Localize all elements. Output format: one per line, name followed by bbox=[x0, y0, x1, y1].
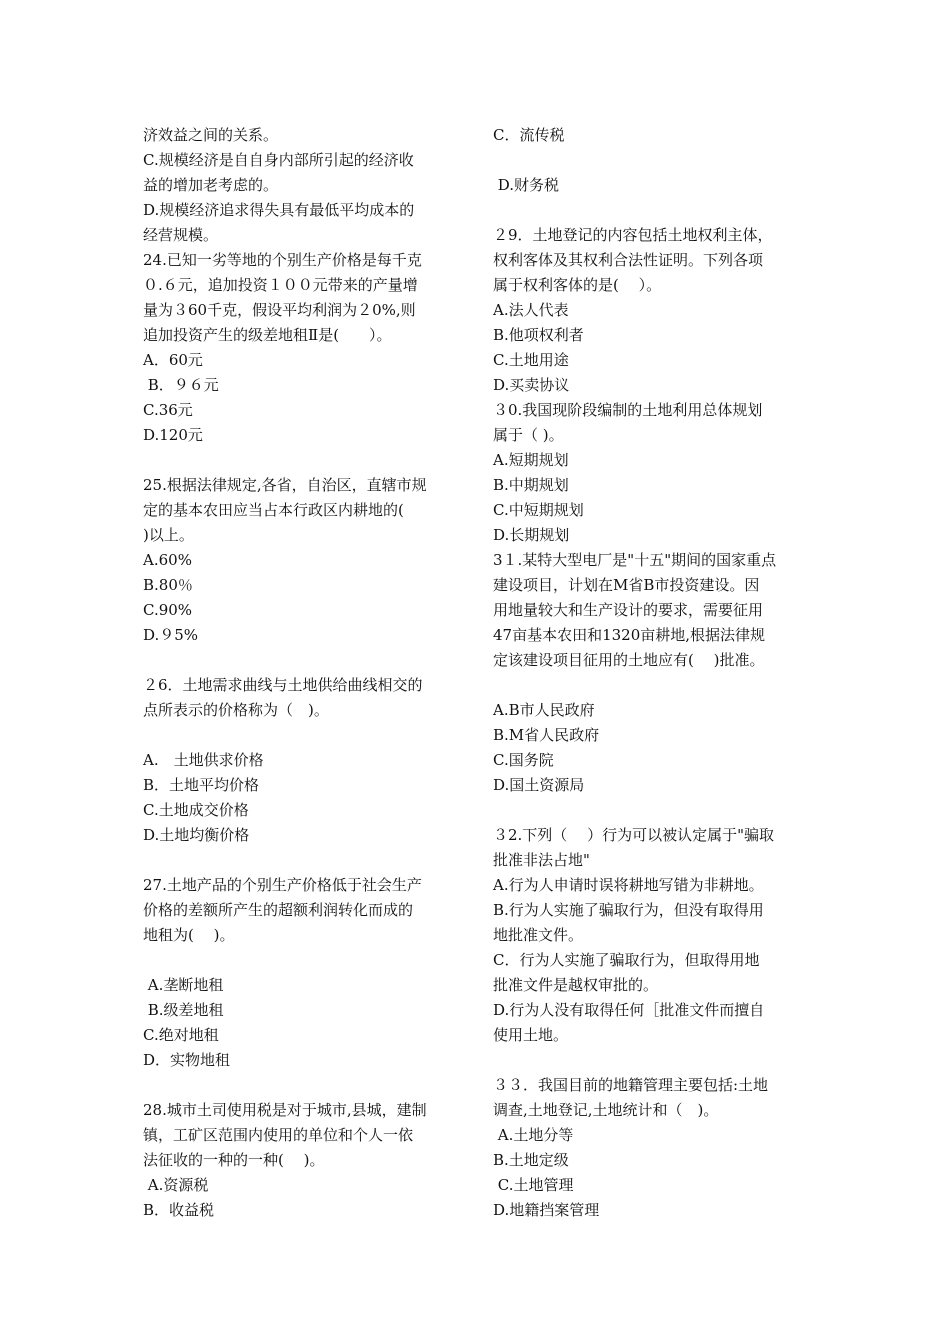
text-line: A.垄断地租 bbox=[143, 976, 224, 994]
text-line: A.资源税 bbox=[143, 1176, 209, 1194]
text-line: B.土地定级 bbox=[493, 1151, 569, 1169]
right-column bbox=[493, 123, 811, 1223]
blank-line bbox=[143, 723, 461, 748]
text-line: 属于权利客体的是( ）。 bbox=[493, 276, 662, 294]
blank-line bbox=[493, 673, 811, 698]
text-line: B.M省人民政府 bbox=[493, 726, 600, 744]
text-line: ３0.我国现阶段编制的土地利用总体规划 bbox=[493, 401, 763, 419]
text-line: D.买卖协议 bbox=[493, 376, 570, 394]
text-line: 建设项目，计划在M省B市投资建设。因 bbox=[493, 576, 760, 594]
text-line: C.土地成交价格 bbox=[143, 801, 249, 819]
left-column bbox=[143, 123, 461, 1223]
text-line: A．60元 bbox=[143, 351, 203, 369]
text-line: A.法人代表 bbox=[493, 301, 569, 319]
text-line: A.土地分等 bbox=[493, 1126, 574, 1144]
text-line: 调查,土地登记,土地统计和（ )。 bbox=[493, 1101, 719, 1119]
text-line: ２9．土地登记的内容包括土地权利主体， bbox=[493, 226, 773, 244]
text-line: B.80％ bbox=[143, 576, 193, 594]
text-line: 益的增加老考虑的。 bbox=[143, 176, 279, 194]
text-line: 地批准文件。 bbox=[493, 926, 584, 944]
text-line: D.长期规划 bbox=[493, 526, 570, 544]
text-line: A.B市人民政府 bbox=[493, 701, 595, 719]
text-line: 定该建设项目征用的土地应有( )批准。 bbox=[493, 651, 765, 669]
text-line: D.地籍挡案管理 bbox=[493, 1201, 600, 1219]
text-line: 价格的差额所产生的超额利润转化而成的 bbox=[143, 901, 414, 919]
text-line: A.短期规划 bbox=[493, 451, 569, 469]
text-line: 使用土地。 bbox=[493, 1026, 569, 1044]
text-line: 3１.某特大型电厂是"十五"期间的国家重点 bbox=[493, 551, 777, 569]
text-line: 25.根据法律规定,各省，自治区，直辖市规 bbox=[143, 476, 427, 494]
text-line: 地租为( )。 bbox=[143, 926, 235, 944]
text-line: D.120元 bbox=[143, 426, 203, 444]
text-line: D.土地均衡价格 bbox=[143, 826, 250, 844]
text-line: C.绝对地租 bbox=[143, 1026, 219, 1044]
text-line: C．行为人实施了骗取行为，但取得用地 bbox=[493, 951, 760, 969]
text-line: 经营规模。 bbox=[143, 226, 219, 244]
text-line: C.36元 bbox=[143, 401, 193, 419]
text-line: B.他项权利者 bbox=[493, 326, 584, 344]
text-line: 济效益之间的关系。 bbox=[143, 126, 279, 144]
text-line: 属于（ )。 bbox=[493, 426, 564, 444]
text-line: C．流传税 bbox=[493, 126, 565, 144]
text-line: D.财务税 bbox=[493, 176, 560, 194]
text-line: A.60% bbox=[143, 551, 192, 569]
text-line: D.行为人没有取得任何［批准文件而擅自 bbox=[493, 1001, 765, 1019]
text-line: 27.土地产品的个别生产价格低于社会生产 bbox=[143, 876, 422, 894]
text-line: 法征收的一种的一种( )。 bbox=[143, 1151, 325, 1169]
blank-line bbox=[143, 1073, 461, 1098]
blank-line bbox=[143, 948, 461, 973]
text-line: B．９６元 bbox=[143, 376, 219, 394]
text-line: ３2.下列（ ）行为可以被认定属于"骗取 bbox=[493, 826, 774, 844]
text-line: ２6．土地需求曲线与土地供给曲线相交的 bbox=[143, 676, 423, 694]
text-line: 批准非法占地" bbox=[493, 851, 590, 869]
text-line: C.土地用途 bbox=[493, 351, 569, 369]
text-line: 镇，工矿区范围内使用的单位和个人一依 bbox=[143, 1126, 414, 1144]
blank-line bbox=[493, 1048, 811, 1073]
text-line: ３３．我国目前的地籍管理主要包括:土地 bbox=[493, 1076, 769, 1094]
text-line: 权利客体及其权利合法性证明。下列各项 bbox=[493, 251, 764, 269]
text-line: 量为３60千克，假设平均利润为２0%,则 bbox=[143, 301, 416, 319]
text-line: D.９5% bbox=[143, 626, 199, 644]
text-line: 用地量较大和生产设计的要求，需要征用 bbox=[493, 601, 764, 619]
text-line: A. 土地供求价格 bbox=[143, 751, 264, 769]
text-line: C.90% bbox=[143, 601, 193, 619]
text-line: C.土地管理 bbox=[493, 1176, 574, 1194]
text-line: 定的基本农田应当占本行政区内耕地的( bbox=[143, 501, 404, 519]
text-line: A.行为人申请时误将耕地写错为非耕地。 bbox=[493, 876, 764, 894]
text-line: C.中短期规划 bbox=[493, 501, 584, 519]
text-line: 点所表示的价格称为（ )。 bbox=[143, 701, 329, 719]
text-line: D.国土资源局 bbox=[493, 776, 585, 794]
text-line: B.行为人实施了骗取行为，但没有取得用 bbox=[493, 901, 764, 919]
blank-line bbox=[493, 148, 811, 173]
text-line: 28.城市土司使用税是对于城市,县城，建制 bbox=[143, 1101, 427, 1119]
text-line: B.中期规划 bbox=[493, 476, 569, 494]
text-line: D.规模经济追求得失具有最低平均成本的 bbox=[143, 201, 415, 219]
text-line: D．实物地租 bbox=[143, 1051, 231, 1069]
text-line: 批准文件是越权审批的。 bbox=[493, 976, 659, 994]
blank-line bbox=[143, 648, 461, 673]
blank-line bbox=[493, 198, 811, 223]
text-line: C.规模经济是自自身内部所引起的经济收 bbox=[143, 151, 414, 169]
text-line: B．收益税 bbox=[143, 1201, 215, 1219]
text-line: 追加投资产生的级差地租Ⅱ是( ）。 bbox=[143, 326, 392, 344]
text-line: )以上。 bbox=[143, 526, 194, 544]
text-line: 47亩基本农田和1320亩耕地,根据法律规 bbox=[493, 626, 766, 644]
blank-line bbox=[493, 798, 811, 823]
blank-line bbox=[143, 448, 461, 473]
text-line: 24.已知一劣等地的个别生产价格是每千克 bbox=[143, 251, 422, 269]
text-line: C.国务院 bbox=[493, 751, 554, 769]
text-line: B.级差地租 bbox=[143, 1001, 224, 1019]
text-line: ０.６元，追加投资１００元带来的产量增 bbox=[143, 276, 418, 294]
blank-line bbox=[143, 848, 461, 873]
text-line: B．土地平均价格 bbox=[143, 776, 260, 794]
